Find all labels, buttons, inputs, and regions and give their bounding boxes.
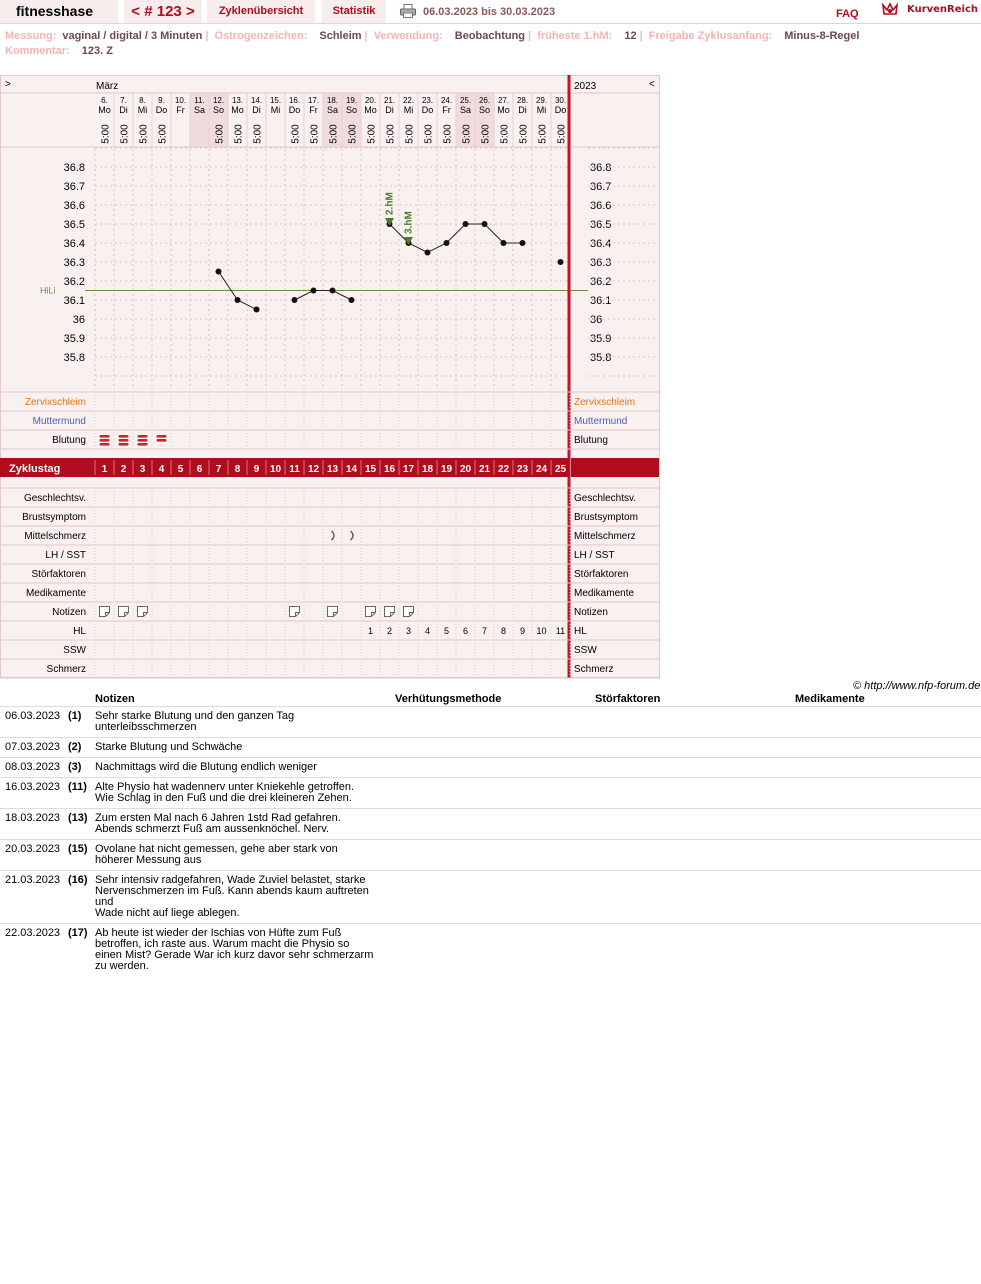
cycle-day-number: 19 xyxy=(440,464,453,475)
date-range: 06.03.2023 bis 30.03.2023 xyxy=(423,6,556,18)
notes-row xyxy=(0,777,981,808)
notes-row xyxy=(0,706,981,737)
row-label-left: HL xyxy=(73,626,86,637)
row-label-right: Zervixschleim xyxy=(574,397,636,408)
notes-row xyxy=(0,839,981,870)
day-date: 19. xyxy=(345,96,358,105)
row-label-left: Schmerz xyxy=(46,664,86,675)
note-date: 07.03.2023 xyxy=(5,741,61,753)
note-text: Alte Physio hat wadennerv unter Kniekehle getroffen. Wie Schlag in den Fuß und die drei kleineren Zehen. xyxy=(95,781,355,804)
temperature-point xyxy=(501,240,507,246)
temperature-point xyxy=(235,297,241,303)
measurement-time: 5:00 xyxy=(518,124,530,144)
temperature-point xyxy=(254,307,260,313)
day-date: 21. xyxy=(383,96,396,105)
row-label-left: LH / SST xyxy=(45,550,86,561)
hl-value: 4 xyxy=(424,626,431,636)
cycle-day-number: 2 xyxy=(120,464,127,475)
note-cycle-day: (13) xyxy=(68,812,88,824)
row-label-right: SSW xyxy=(574,645,597,656)
day-date: 23. xyxy=(421,96,434,105)
hl-value: 7 xyxy=(481,626,488,636)
col-notes: Notizen xyxy=(95,693,135,705)
day-weekday: Di xyxy=(385,105,394,115)
note-cycle-day: (2) xyxy=(68,741,82,753)
day-date: 9. xyxy=(158,96,165,105)
cycle-day-number: 1 xyxy=(101,464,108,475)
y-tick-label: 36 xyxy=(72,314,85,326)
note-text: Nachmittags wird die Blutung endlich weniger xyxy=(95,761,317,773)
note-cycle-day: (3) xyxy=(68,761,82,773)
day-date: 16. xyxy=(288,96,301,105)
day-weekday: Sa xyxy=(193,105,206,115)
temperature-point xyxy=(444,240,450,246)
day-date: 14. xyxy=(250,96,263,105)
note-cycle-day: (1) xyxy=(68,710,82,722)
note-date: 20.03.2023 xyxy=(5,843,61,855)
tab-statistics[interactable]: Statistik xyxy=(322,0,386,23)
y-tick-label: 36.2 xyxy=(63,276,85,288)
y-tick-label: 36.4 xyxy=(63,238,85,250)
col-medication: Medikamente xyxy=(795,693,865,705)
day-date: 28. xyxy=(516,96,529,105)
row-label-left: Brustsymptom xyxy=(22,512,86,523)
day-weekday: Fr xyxy=(309,105,318,115)
day-weekday: So xyxy=(212,105,225,115)
cycle-navigator xyxy=(124,0,202,23)
y-tick-label-right: 36.6 xyxy=(590,200,612,212)
row-label-right: Mittelschmerz xyxy=(574,531,636,542)
day-weekday: Di xyxy=(252,105,261,115)
note-date: 16.03.2023 xyxy=(5,781,61,793)
day-date: 25. xyxy=(459,96,472,105)
comment-info: Kommentar: 123. Z xyxy=(5,45,113,57)
cycle-day-number: 8 xyxy=(234,464,241,475)
measurement-time: 5:00 xyxy=(556,124,568,144)
measurement-time: 5:00 xyxy=(499,124,511,144)
day-date: 30. xyxy=(554,96,567,105)
row-label-right: LH / SST xyxy=(574,550,615,561)
temperature-point xyxy=(216,269,222,275)
hl-value: 3 xyxy=(405,626,412,636)
row-label-left: Notizen xyxy=(52,607,86,618)
note-cycle-day: (15) xyxy=(68,843,88,855)
note-text: Ovolane hat nicht gemessen, gehe aber stark von höherer Messung aus xyxy=(95,843,338,866)
measurement-time: 5:00 xyxy=(290,124,302,144)
day-date: 20. xyxy=(364,96,377,105)
hl-value: 11 xyxy=(555,626,566,636)
bleeding-mark xyxy=(157,435,167,438)
chart-nav-right: < xyxy=(649,79,655,90)
notes-table-header xyxy=(0,692,981,706)
y-tick-label: 35.8 xyxy=(63,352,85,364)
bleeding-mark xyxy=(100,435,110,438)
cycle-day-number: 15 xyxy=(364,464,377,475)
measurement-info: Messung: vaginal / digital / 3 Minuten | Östrogenzeichen: Schleim | Verwendung: Beobachtung | früheste 1.hM: 12 | Freigabe Zyklusanfang: Minus-8-Regel xyxy=(5,30,860,42)
temperature-point xyxy=(349,297,355,303)
y-tick-label: 36.6 xyxy=(63,200,85,212)
day-weekday: Mo xyxy=(98,105,111,115)
cycle-day-number: 6 xyxy=(196,464,203,475)
cycle-day-number: 22 xyxy=(497,464,510,475)
higher-measurement-label: 3.hM xyxy=(403,211,415,234)
day-weekday: So xyxy=(478,105,491,115)
temperature-point xyxy=(311,288,317,294)
note-cycle-day: (11) xyxy=(68,781,87,793)
day-weekday: Mo xyxy=(231,105,244,115)
y-tick-label-right: 36.4 xyxy=(590,238,612,250)
measurement-time: 5:00 xyxy=(309,124,321,144)
measurement-time: 5:00 xyxy=(119,124,131,144)
cycle-prev-button[interactable]: < xyxy=(131,3,141,20)
hili-label: HiLi xyxy=(40,285,56,296)
hl-value: 1 xyxy=(367,626,374,636)
y-tick-label-right: 36.2 xyxy=(590,276,612,288)
row-label-left: Mittelschmerz xyxy=(24,531,86,542)
note-date: 18.03.2023 xyxy=(5,812,61,824)
note-text: Ab heute ist wieder der Ischias von Hüfte zum Fuß betroffen, ich raste aus. Warum macht die Physio so einen Mist? Gerade War ich kurz davor sehr schmerzarm zu werden. xyxy=(95,927,374,972)
temperature-point xyxy=(425,250,431,256)
day-weekday: Mo xyxy=(497,105,510,115)
note-text: Zum ersten Mal nach 6 Jahren 1std Rad gefahren. Abends schmerzt Fuß am aussenknöchel. Nerv. xyxy=(95,812,341,835)
day-weekday: Sa xyxy=(459,105,472,115)
hl-value: 10 xyxy=(536,626,547,636)
temperature-point xyxy=(558,259,564,265)
row-label-right: Schmerz xyxy=(574,664,614,675)
measurement-time: 5:00 xyxy=(366,124,378,144)
day-date: 7. xyxy=(120,96,127,105)
chart-nav-left: > xyxy=(5,79,11,90)
bleeding-mark xyxy=(100,443,110,446)
notes-row xyxy=(0,870,981,923)
kurvenreich-logo-icon xyxy=(881,1,899,18)
bleeding-mark xyxy=(138,439,148,442)
day-date: 26. xyxy=(478,96,491,105)
note-text: Sehr intensiv radgefahren, Wade Zuviel belastet, starke Nervenschmerzen im Fuß. Kann abends kaum auftreten und Wade nicht auf liege ablegen. xyxy=(95,874,369,919)
hl-value: 8 xyxy=(500,626,507,636)
hl-value: 9 xyxy=(519,626,526,636)
y-tick-label-right: 36.8 xyxy=(590,162,612,174)
day-date: 11. xyxy=(194,96,205,105)
cycle-day-label: Zyklustag xyxy=(9,463,61,475)
day-weekday: Fr xyxy=(442,105,451,115)
temperature-point xyxy=(520,240,526,246)
bleeding-mark xyxy=(138,435,148,438)
measurement-time: 5:00 xyxy=(461,124,473,144)
day-weekday: Mi xyxy=(137,105,148,115)
row-label-right: Geschlechtsv. xyxy=(574,493,637,504)
note-date: 21.03.2023 xyxy=(5,874,61,886)
measurement-time: 5:00 xyxy=(423,124,435,144)
day-weekday: Di xyxy=(518,105,527,115)
measurement-time: 5:00 xyxy=(328,124,340,144)
bleeding-mark xyxy=(157,439,167,442)
day-date: 15. xyxy=(269,96,282,105)
day-date: 6. xyxy=(101,96,108,105)
cycle-day-number: 3 xyxy=(139,464,146,475)
note-date: 08.03.2023 xyxy=(5,761,61,773)
measurement-time: 5:00 xyxy=(480,124,492,144)
cycle-day-number: 20 xyxy=(459,464,472,475)
y-tick-label-right: 35.9 xyxy=(590,333,612,345)
row-label-right: Brustsymptom xyxy=(574,512,638,523)
cycle-day-number: 23 xyxy=(516,464,529,475)
measurement-time: 5:00 xyxy=(138,124,150,144)
day-weekday: Di xyxy=(119,105,128,115)
row-label-left: Muttermund xyxy=(32,416,86,427)
notes-row xyxy=(0,757,981,777)
measurement-time: 5:00 xyxy=(347,124,359,144)
cycle-day-number: 5 xyxy=(177,464,184,475)
hl-value: 2 xyxy=(386,626,393,636)
cycle-day-number: 24 xyxy=(535,464,548,475)
cycle-day-number: 13 xyxy=(326,464,339,475)
day-weekday: So xyxy=(345,105,358,115)
y-tick-label-right: 36.7 xyxy=(590,181,612,193)
day-weekday: Do xyxy=(288,105,301,115)
measurement-time: 5:00 xyxy=(537,124,549,144)
top-bar xyxy=(0,0,981,24)
note-date: 06.03.2023 xyxy=(5,710,61,722)
cycle-day-number: 9 xyxy=(253,464,260,475)
row-label-right: Notizen xyxy=(574,607,608,618)
bleeding-mark xyxy=(119,443,129,446)
day-date: 18. xyxy=(326,96,339,105)
row-label-left: Geschlechtsv. xyxy=(23,493,86,504)
month-label: März xyxy=(96,81,119,92)
day-date: 17. xyxy=(307,96,320,105)
y-tick-label-right: 36 xyxy=(590,314,603,326)
bleeding-mark xyxy=(119,435,129,438)
cycle-day-number: 11 xyxy=(289,464,300,475)
note-text: Starke Blutung und Schwäche xyxy=(95,741,243,753)
day-date: 27. xyxy=(497,96,510,105)
day-date: 29. xyxy=(535,96,548,105)
notes-table xyxy=(0,692,981,976)
temperature-point xyxy=(463,221,469,227)
day-date: 10. xyxy=(174,96,187,105)
notes-row xyxy=(0,923,981,976)
row-label-right: Medikamente xyxy=(574,588,635,599)
bleeding-mark xyxy=(119,439,129,442)
hl-value: 6 xyxy=(462,626,469,636)
day-weekday: Do xyxy=(554,105,567,115)
note-text: Sehr starke Blutung und den ganzen Tag unterleibsschmerzen xyxy=(95,710,295,733)
day-weekday: Sa xyxy=(326,105,339,115)
y-tick-label: 36.5 xyxy=(63,219,85,231)
measurement-time: 5:00 xyxy=(100,124,112,144)
day-weekday: Do xyxy=(155,105,168,115)
printer-icon[interactable] xyxy=(400,4,416,18)
cycle-day-band-right xyxy=(571,458,659,477)
cycle-day-number: 14 xyxy=(345,464,358,475)
username: fitnesshase xyxy=(0,0,118,23)
day-weekday: Mi xyxy=(536,105,547,115)
notes-row xyxy=(0,737,981,757)
measurement-time: 5:00 xyxy=(385,124,397,144)
row-label-right: HL xyxy=(574,626,587,637)
day-date: 12. xyxy=(212,96,225,105)
day-date: 22. xyxy=(402,96,415,105)
day-date: 8. xyxy=(139,96,146,105)
temperature-point xyxy=(330,288,336,294)
cycle-day-number: 16 xyxy=(383,464,396,475)
copyright: © http://www.nfp-forum.de xyxy=(853,680,981,692)
row-label-left: Medikamente xyxy=(25,588,86,599)
y-tick-label-right: 36.5 xyxy=(590,219,612,231)
note-date: 22.03.2023 xyxy=(5,927,61,939)
measurement-time: 5:00 xyxy=(233,124,245,144)
year-label: 2023 xyxy=(574,81,597,92)
note-cycle-day: (17) xyxy=(68,927,88,939)
y-tick-label: 36.3 xyxy=(63,257,85,269)
day-weekday: Do xyxy=(421,105,434,115)
cycle-day-number: 18 xyxy=(421,464,434,475)
bleeding-mark xyxy=(138,443,148,446)
y-tick-label: 36.1 xyxy=(63,295,85,307)
cycle-next-button[interactable]: > xyxy=(185,3,195,20)
row-label-left: Zervixschleim xyxy=(24,397,86,408)
y-tick-label: 35.9 xyxy=(63,333,85,345)
row-label-right: Störfaktoren xyxy=(574,569,629,580)
day-weekday: Fr xyxy=(176,105,185,115)
y-tick-label: 36.7 xyxy=(63,181,85,193)
row-label-left: SSW xyxy=(63,645,86,656)
cycle-day-number: 17 xyxy=(402,464,415,475)
row-label-left: Störfaktoren xyxy=(31,569,86,580)
tab-cycle-overview[interactable]: Zyklenübersicht xyxy=(207,0,315,23)
col-method: Verhütungsmethode xyxy=(395,693,502,705)
row-label-left: Blutung xyxy=(52,435,86,446)
cycle-day-number: 12 xyxy=(307,464,320,475)
notes-row xyxy=(0,808,981,839)
measurement-time: 5:00 xyxy=(214,124,226,144)
measurement-time: 5:00 xyxy=(157,124,169,144)
day-weekday: Mi xyxy=(403,105,414,115)
note-cycle-day: (16) xyxy=(68,874,88,886)
y-tick-label-right: 36.1 xyxy=(590,295,612,307)
cycle-day-number: 10 xyxy=(269,464,282,475)
temperature-point xyxy=(292,297,298,303)
day-date: 24. xyxy=(440,96,453,105)
measurement-time: 5:00 xyxy=(404,124,416,144)
measurement-time: 5:00 xyxy=(442,124,454,144)
day-weekday: Mi xyxy=(270,105,281,115)
higher-measurement-label: 2.hM xyxy=(384,192,396,215)
y-tick-label-right: 35.8 xyxy=(590,352,612,364)
measurement-time: 5:00 xyxy=(252,124,264,144)
row-label-right: Blutung xyxy=(574,435,608,446)
cycle-day-number: 21 xyxy=(478,464,491,475)
cycle-day-number: 25 xyxy=(554,464,567,475)
cycle-number: # 123 xyxy=(144,3,182,20)
brand-name[interactable]: KurvenReich xyxy=(907,4,979,15)
cycle-day-number: 7 xyxy=(215,464,222,475)
day-date: 13. xyxy=(231,96,244,105)
y-tick-label: 36.8 xyxy=(63,162,85,174)
y-tick-label-right: 36.3 xyxy=(590,257,612,269)
cycle-day-number: 4 xyxy=(158,464,165,475)
bleeding-mark xyxy=(100,439,110,442)
hl-value: 5 xyxy=(443,626,450,636)
row-label-right: Muttermund xyxy=(574,416,628,427)
faq-link[interactable]: FAQ xyxy=(836,8,859,20)
cycle-chart xyxy=(0,75,662,679)
col-disruptors: Störfaktoren xyxy=(595,693,661,705)
temperature-point xyxy=(482,221,488,227)
day-weekday: Mo xyxy=(364,105,377,115)
